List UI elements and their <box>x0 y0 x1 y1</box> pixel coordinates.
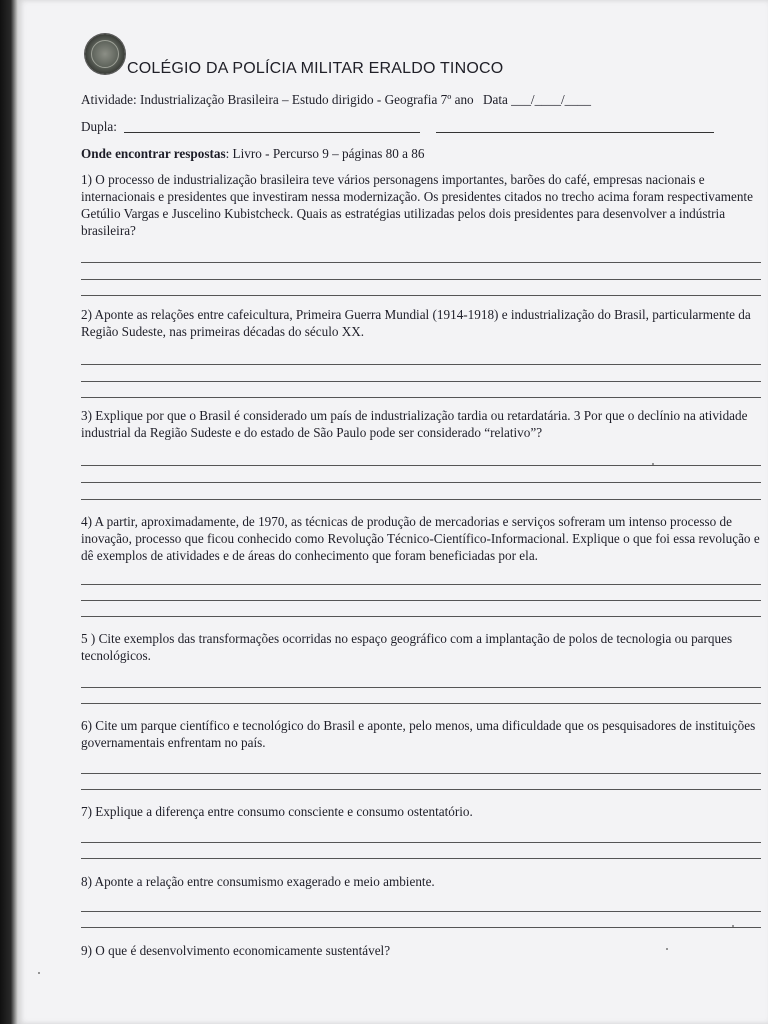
date-label: Data <box>482 92 508 107</box>
answer-line[interactable] <box>81 364 761 365</box>
answer-line[interactable] <box>81 911 761 912</box>
answer-line[interactable] <box>81 687 761 688</box>
scan-speck <box>732 925 734 927</box>
question-2: 2) Aponte as relações entre cafeicultura, Primeira Guerra Mundial (1914-1918) e industrialização do Brasil, particularmente da Região Sudeste, nas primeiras décadas do século XX. <box>81 307 751 339</box>
activity-line <box>81 92 591 108</box>
question-6: 6) Cite um parque científico e tecnológico do Brasil e aponte, pelo menos, uma dificuldade que os pesquisadores de instituições governamentais enfrentam no país. <box>81 718 756 750</box>
scan-edge <box>0 0 18 1024</box>
answer-line[interactable] <box>81 482 761 483</box>
answers-label: Onde encontrar respostas <box>81 146 226 161</box>
question-1: 1) O processo de industrialização brasileira teve vários personagens importantes, barões do café, empresas nacionais e internacionais e presidentes que investiram nessa modernização. Os presidentes citados no trecho acima foram respectivamente Getúlio Vargas e Juscelino Kubistcheck. Quais as estratégias utilizadas pelos dois presidentes para desenvolver a indústria brasileira? <box>81 172 753 238</box>
answer-line[interactable] <box>81 465 761 466</box>
answer-line[interactable] <box>81 499 761 500</box>
answer-line[interactable] <box>81 773 761 774</box>
activity-text: Atividade: Industrialização Brasileira – Estudo dirigido - Geografia 7º ano <box>81 92 474 107</box>
school-name: COLÉGIO DA POLÍCIA MILITAR ERALDO TINOCO <box>127 60 504 77</box>
answers-source-text: : Livro - Percurso 9 – páginas 80 a 86 <box>225 146 425 161</box>
answer-line[interactable] <box>81 381 761 382</box>
question-8: 8) Aponte a relação entre consumismo exagerado e meio ambiente. <box>81 874 435 889</box>
answer-line[interactable] <box>81 279 761 280</box>
dupla-answer-line-1[interactable] <box>124 132 420 133</box>
answer-line[interactable] <box>81 858 761 859</box>
answer-line[interactable] <box>81 397 761 398</box>
question-5: 5 ) Cite exemplos das transformações ocorridas no espaço geográfico com a implantação de polos de tecnologia ou parques tecnológicos. <box>81 631 733 663</box>
date-blank[interactable]: ___/____/____ <box>511 92 591 107</box>
answer-line[interactable] <box>81 616 761 617</box>
answer-line[interactable] <box>81 600 761 601</box>
question-7: 7) Explique a diferença entre consumo consciente e consumo ostentatório. <box>81 804 473 819</box>
scan-speck <box>652 463 654 465</box>
dupla-answer-line-2[interactable] <box>436 132 714 133</box>
answer-line[interactable] <box>81 842 761 843</box>
dupla-label: Dupla: <box>81 119 117 134</box>
question-4: 4) A partir, aproximadamente, de 1970, as técnicas de produção de mercadorias e serviços sofreram um intenso processo de inovação, processo que ficou conhecido como Revolução Técnico-Científico-Informacional. Explique o que foi essa revolução e dê exemplos de atividades e de áreas do conhecimento que foram beneficiadas por ela. <box>81 514 760 563</box>
question-3: 3) Explique por que o Brasil é considerado um país de industrialização tardia ou retardatária. 3 Por que o declínio na atividade industrial da Região Sudeste e do estado de São Paulo pode ser considerado “relativo”? <box>81 408 748 440</box>
answer-line[interactable] <box>81 584 761 585</box>
scan-speck <box>666 948 668 950</box>
answer-line[interactable] <box>81 295 761 296</box>
answer-line[interactable] <box>81 927 761 928</box>
answer-line[interactable] <box>81 703 761 704</box>
school-seal-icon <box>85 34 125 74</box>
answers-source <box>81 146 424 162</box>
answer-line[interactable] <box>81 262 761 263</box>
question-9: 9) O que é desenvolvimento economicamente sustentável? <box>81 943 391 958</box>
scan-speck <box>38 972 40 974</box>
answer-line[interactable] <box>81 789 761 790</box>
